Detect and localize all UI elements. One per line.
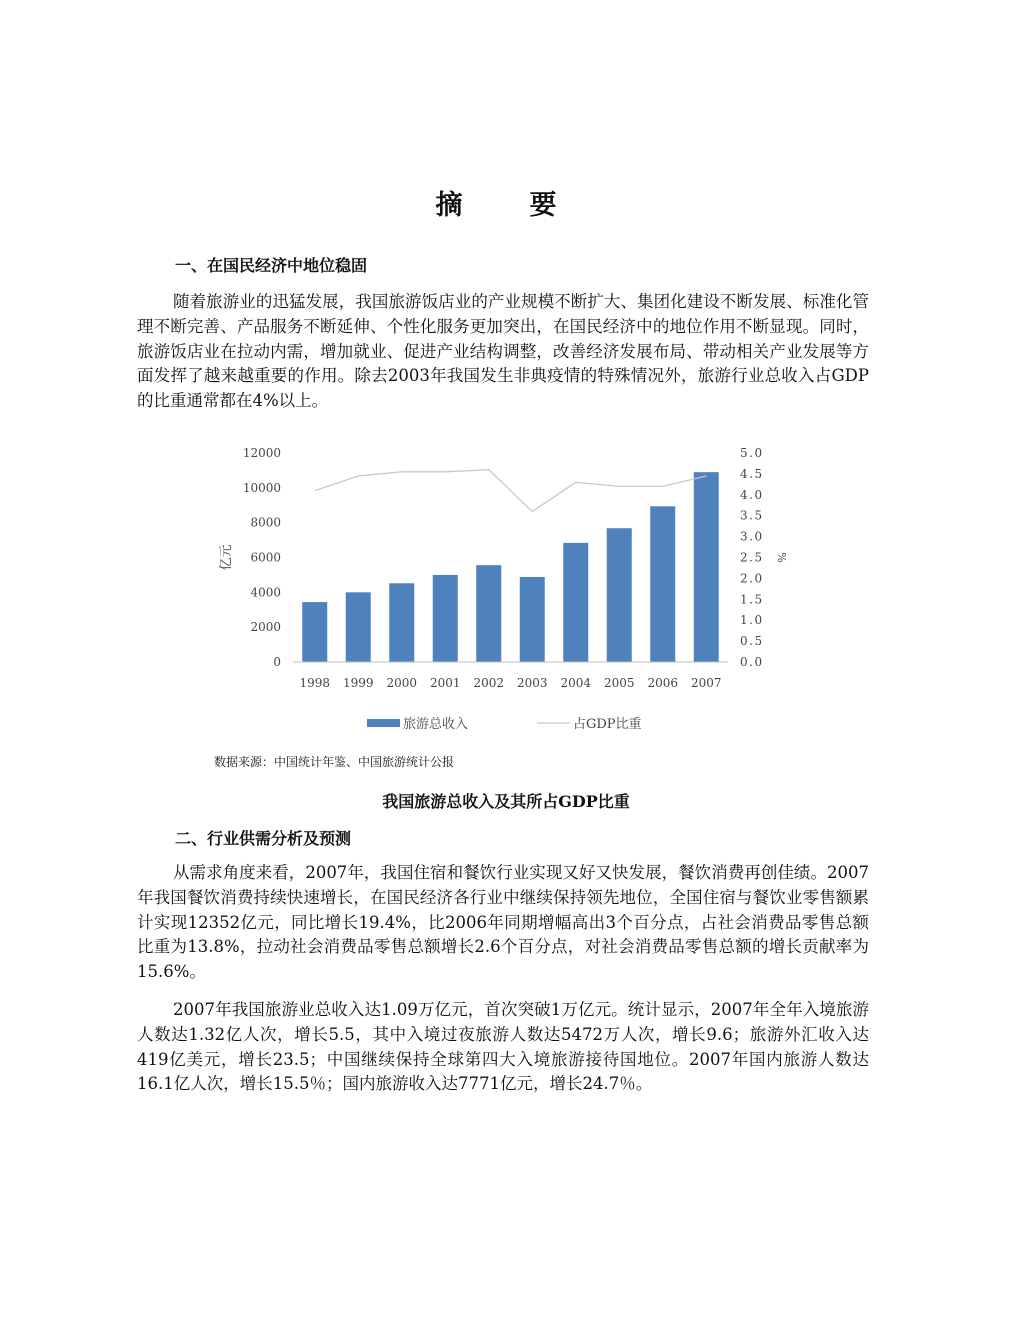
y-tick-label: 8000 (250, 515, 281, 530)
x-tick-label: 2007 (690, 676, 722, 690)
y2-tick-label: 2.5 (740, 550, 764, 565)
x-tick-label: 2006 (647, 676, 679, 690)
section-1-paragraph: 随着旅游业的迅猛发展，我国旅游饭店业的产业规模不断扩大、集团化建设不断发展、标准化管理不断完善、产品服务不断延伸、个性化服务更加突出，在国民经济中的地位作用不断显现。同时，旅游饭店业在拉动内需，增加就业、促进产业结构调整，改善经济发展布局、带动相关产业发展等方面发挥了越来越重要的作用。除去2003年我国发生非典疫情的特殊情况外，旅游行业总收入占GDP的比重通常都在4%以上。 (137, 292, 869, 411)
y-axis-title: 亿元 (219, 544, 234, 571)
legend-swatch-revenue (367, 719, 400, 727)
y2-tick-label: 3.5 (740, 508, 764, 523)
y2-tick-label: 0.5 (740, 634, 764, 649)
x-tick-label: 1999 (342, 676, 374, 690)
bar-2002 (476, 565, 501, 662)
revenue-gdp-chart (200, 435, 788, 745)
x-tick-label: 2002 (473, 676, 505, 690)
chart-source-note: 数据来源：中国统计年鉴、中国旅游统计公报 (214, 755, 455, 769)
legend-label-revenue: 旅游总收入 (403, 717, 469, 732)
y2-tick-label: 4.5 (740, 466, 764, 481)
section-2-paragraph-1: 从需求角度来看，2007年，我国住宿和餐饮行业实现又好又快发展，餐饮消费再创佳绩。2007年我国餐饮消费持续快速增长，在国民经济各行业中继续保持领先地位，全国住宿与餐饮业零售额累计实现12352亿元，同比增长19.4%，比2006年同期增幅高出3个百分点，占社会消费品零售总额比重为13.8%，拉动社会消费品零售总额增长2.6个百分点，对社会消费品零售总额的增长贡献率为15.6%。 (137, 863, 869, 982)
y-tick-label: 2000 (250, 620, 281, 635)
bar-2003 (520, 577, 545, 662)
y-tick-label: 4000 (250, 585, 281, 600)
bar-1998 (302, 602, 327, 662)
y2-tick-label: 1.5 (740, 592, 764, 607)
y-tick-label: 6000 (250, 550, 281, 565)
section-2-paragraph-2: 2007年我国旅游业总收入达1.09万亿元，首次突破1万亿元。统计显示，2007年全年入境旅游人数达1.32亿人次，增长5.5，其中入境过夜旅游人数达5472万人次，增长9.6；旅游外汇收入达419亿美元，增长23.5；中国继续保持全球第四大入境旅游接待国地位。2007年国内旅游人数达16.1亿人次，增长15.5％；国内旅游收入达7771亿元，增长24.7％。 (137, 1000, 869, 1094)
bar-2001 (433, 575, 458, 662)
bar-1999 (346, 592, 371, 662)
legend-label-gdp-share: 占GDP比重 (573, 717, 642, 732)
bar-2000 (389, 583, 414, 662)
page-title: 摘 要 (435, 190, 577, 221)
bar-2004 (563, 543, 588, 662)
x-tick-label: 2000 (386, 676, 418, 690)
y-tick-label: 12000 (242, 446, 281, 460)
y2-tick-label: 5.0 (740, 446, 764, 460)
y2-tick-label: 0.0 (740, 655, 764, 669)
bar-2005 (607, 528, 632, 662)
bar-2007 (694, 472, 719, 662)
x-tick-label: 2005 (603, 676, 635, 690)
y-tick-label: 10000 (242, 480, 281, 495)
x-tick-label: 2004 (560, 676, 592, 690)
section-heading-2: 二、行业供需分析及预测 (175, 829, 352, 848)
x-tick-label: 2003 (516, 676, 548, 690)
y2-tick-label: 1.0 (740, 613, 764, 628)
x-tick-label: 1998 (299, 676, 331, 690)
chart-caption: 我国旅游总收入及其所占GDP比重 (382, 792, 630, 811)
bar-2006 (650, 506, 675, 662)
x-tick-label: 2001 (429, 676, 461, 690)
section-heading-1: 一、在国民经济中地位稳固 (175, 256, 368, 275)
y2-tick-label: 2.0 (740, 571, 764, 586)
gdp-share-line (315, 470, 707, 512)
y2-axis-title: % (775, 552, 788, 563)
y2-tick-label: 3.0 (740, 529, 764, 544)
y2-tick-label: 4.0 (740, 487, 764, 502)
y-tick-label: 0 (273, 655, 281, 669)
